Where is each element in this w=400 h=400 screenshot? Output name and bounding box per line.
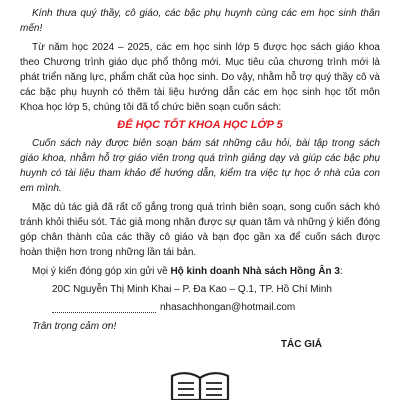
greeting: Kính thưa quý thầy, cô giáo, các bậc phụ huynh cùng các em học sinh thân mến! <box>20 8 380 34</box>
contact-line <box>20 264 380 279</box>
open-book-icon <box>168 370 232 400</box>
author: TÁC GIẢ <box>280 339 322 350</box>
book-title: ĐỂ HỌC TỐT KHOA HỌC LỚP 5 <box>117 119 283 131</box>
email-line <box>20 300 380 315</box>
paragraph-2: Cuốn sách này được biên soạn bám sát những câu hỏi, bài tập trong sách giáo khoa, nhằm hỗ trợ giáo viên trong quá trình giảng dạy và giúp các bậc phụ huynh có tài liệu tham khảo để hướng dẫn, kiểm tra việc tự học ở nhà của con em mình. <box>20 138 380 194</box>
paragraph-3: Mặc dù tác giả đã rất cố gắng trong quá trình biên soạn, song cuốn sách khó tránh khỏi thiếu sót. Tác giả mong nhận được sự quan tâm và những ý kiến đóng góp chân thành của các thầy cô giáo và bạn đọc gần xa để cuốn sách được hoàn thiện hơn trong những lần tái bản. <box>20 202 381 258</box>
email: nhasachhongan@hotmail.com <box>160 302 296 313</box>
contact-colon: : <box>339 266 343 277</box>
contact-company: Hộ kinh doanh Nhà sách Hồng Ân 3 <box>170 266 340 277</box>
address: 20C Nguyễn Thị Minh Khai – P. Đa Kao – Q.1, TP. Hồ Chí Minh <box>52 284 332 295</box>
email-dotted-leader <box>52 303 156 313</box>
paragraph-1: Từ năm học 2024 – 2025, các em học sinh lớp 5 được học sách giáo khoa theo Chương trình giáo dục phổ thông mới. Mục tiêu của chương trình mới là phát triển năng lực, phẩm chất của học sinh. Do vậy, nhằm hỗ trợ quý thầy cô và các bậc phụ huynh có thêm tài liệu hướng dẫn các em học sinh học tốt môn Khoa học lớp 5, chúng tôi đã tổ chức biên soạn cuốn sách: <box>20 42 380 113</box>
contact-intro: Mọi ý kiến đóng góp xin gửi về <box>32 266 171 277</box>
closing: Trân trọng cảm ơn! <box>32 321 117 332</box>
